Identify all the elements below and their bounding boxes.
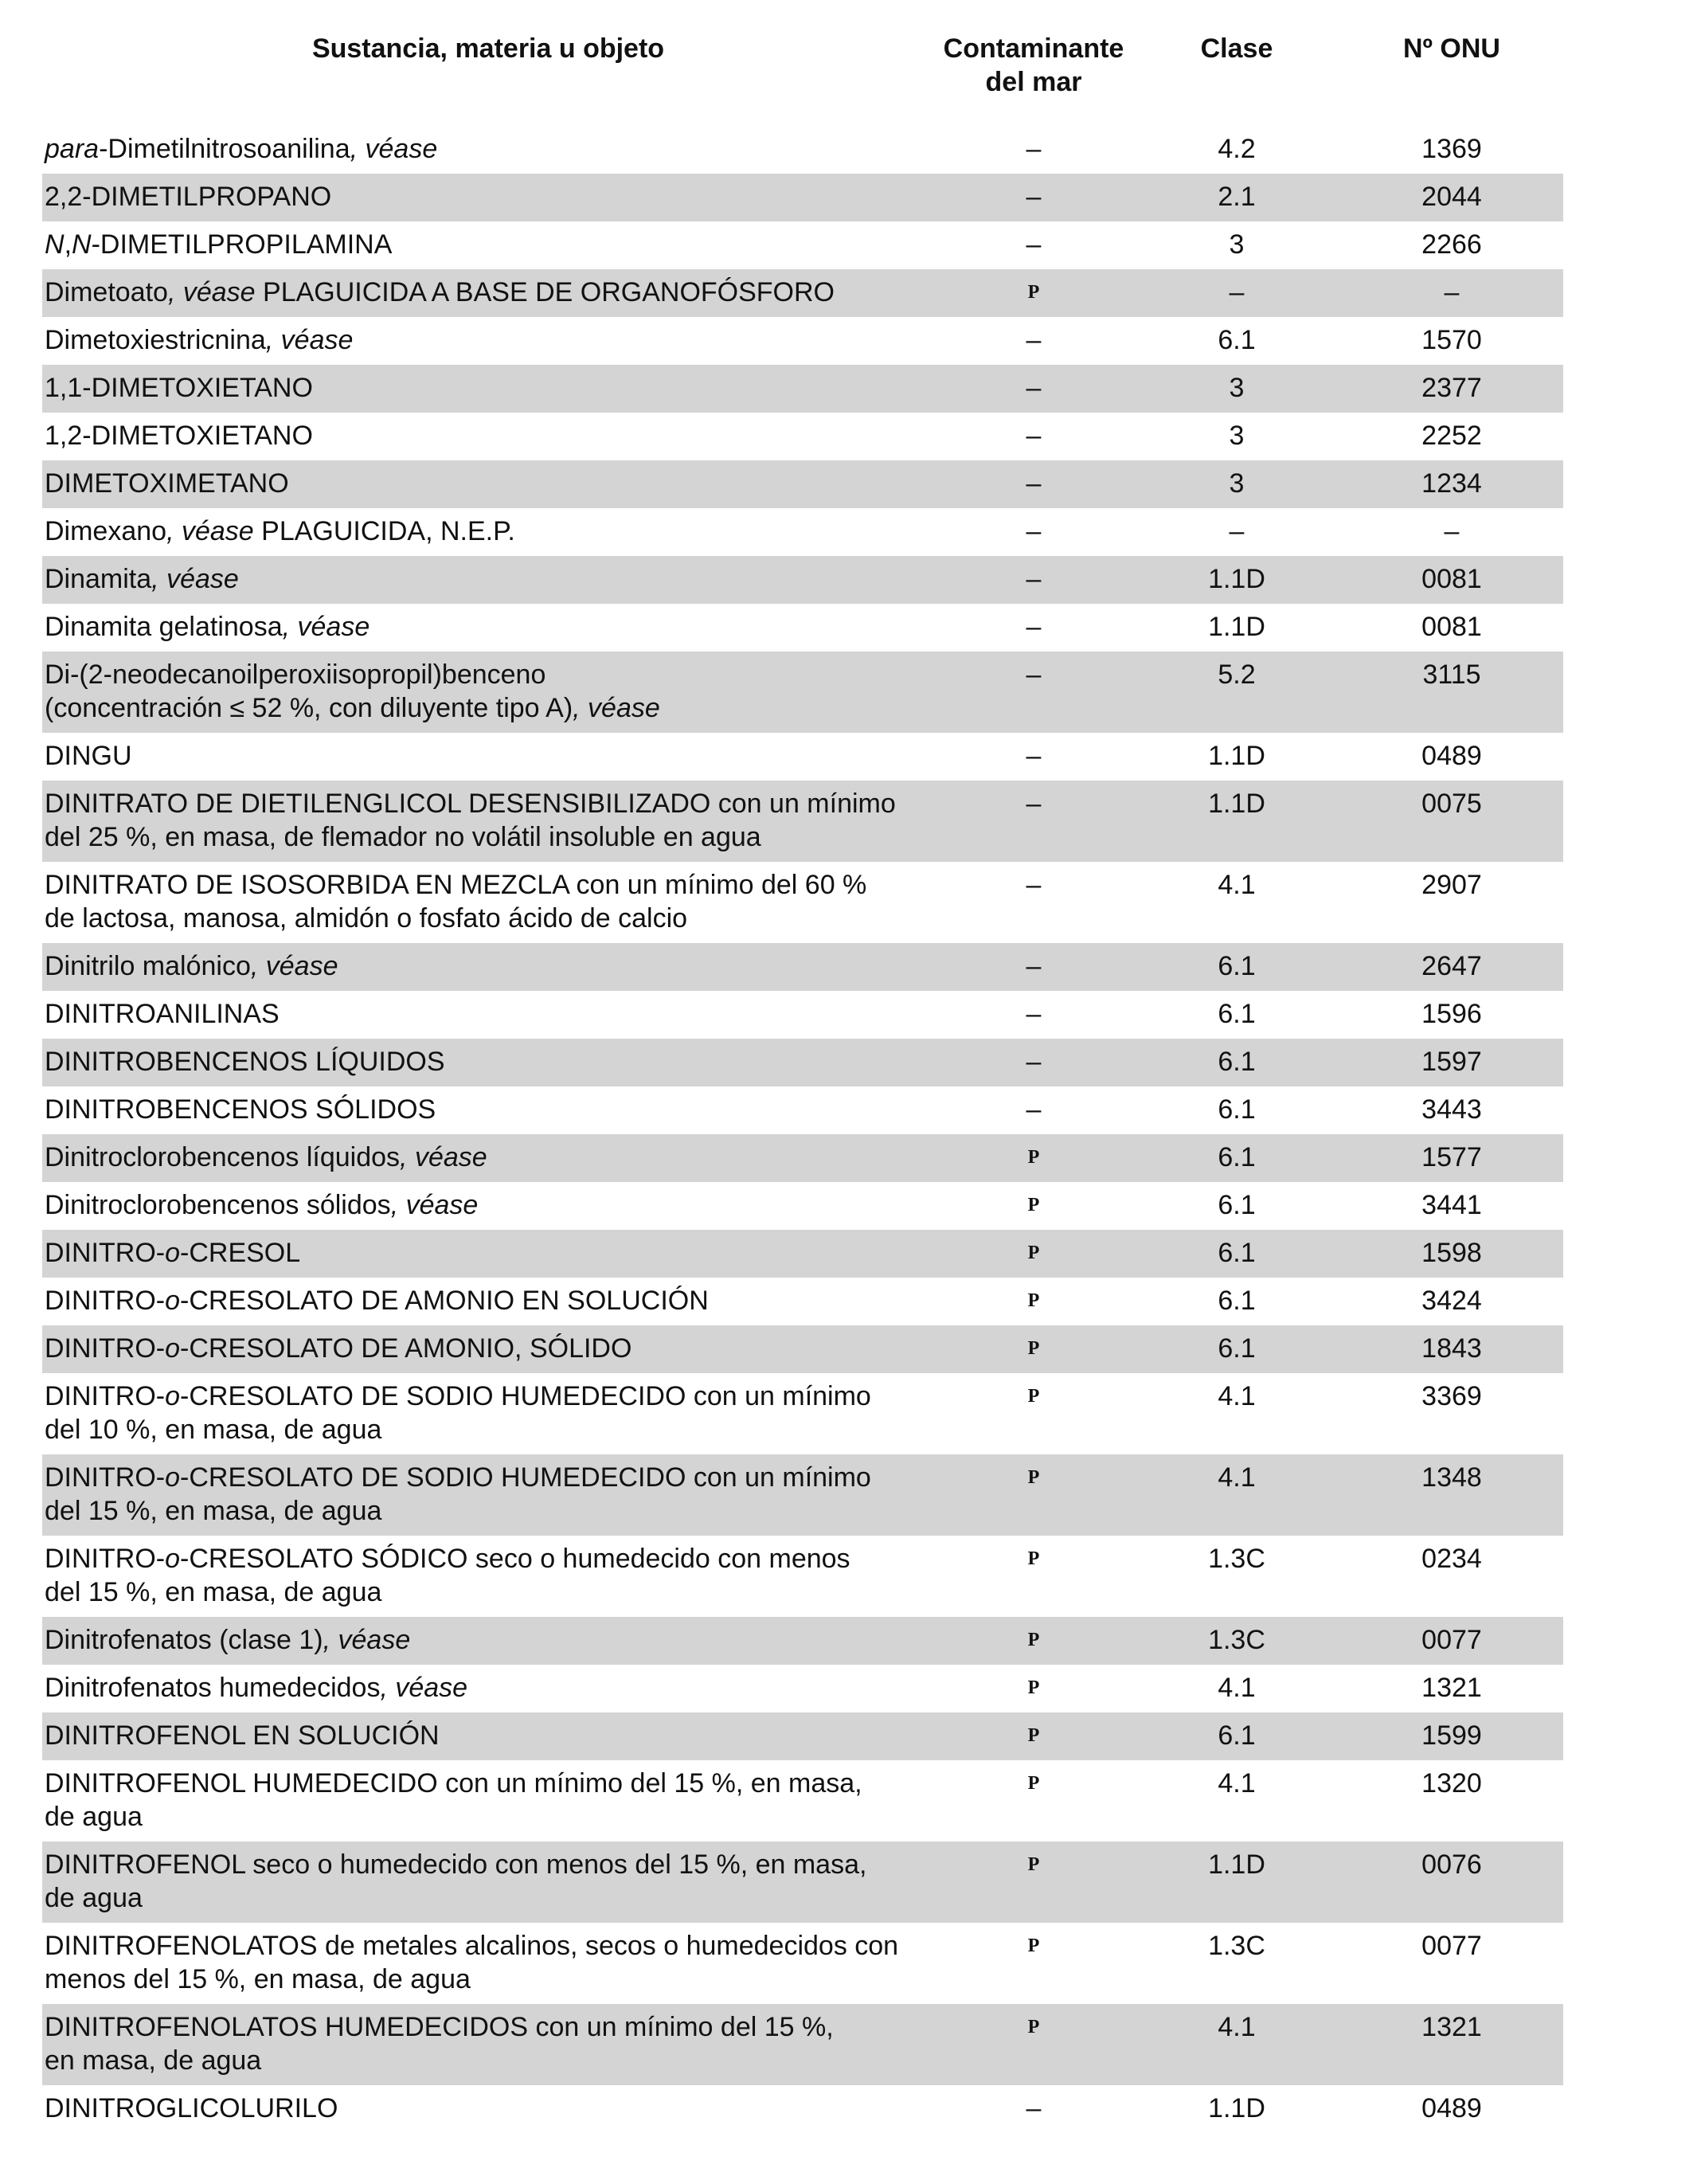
italic-text: o <box>165 1381 181 1411</box>
cell-marine-pollutant <box>934 515 1133 548</box>
table-row <box>42 126 1563 174</box>
cell-marine-pollutant <box>934 1236 1133 1270</box>
cell-un-number: 1321 <box>1421 2012 1482 2042</box>
cell-substance <box>42 1045 934 1078</box>
dash: – <box>1026 516 1042 546</box>
substance-text: DINITRO- <box>45 1462 166 1493</box>
table-row <box>42 1712 1563 1760</box>
cell-marine-pollutant <box>934 228 1133 261</box>
substance-text: DINITRO- <box>45 1381 166 1411</box>
italic-text: , véase <box>400 1142 487 1172</box>
italic-text: o <box>165 1462 181 1493</box>
substance-text: DINITROBENCENOS LÍQUIDOS <box>45 1047 445 1077</box>
marine-pollutant-mark: P <box>1027 1467 1040 1488</box>
substance-text: Dimetoato <box>45 277 168 307</box>
substance-text: Di-(2-neodecanoilperoxiisopropil)benceno (concentración ≤ 52 %, con diluyente tipo A) <box>45 660 573 723</box>
table-row <box>42 1182 1563 1230</box>
cell-class: 1.1D <box>1208 564 1265 594</box>
table-row <box>42 556 1563 604</box>
cell-substance <box>42 1188 934 1222</box>
marine-pollutant-mark: P <box>1027 1147 1040 1168</box>
dash: – <box>1026 564 1042 594</box>
table-row <box>42 317 1563 365</box>
italic-text: o <box>165 1238 181 1268</box>
cell-marine-pollutant <box>934 467 1133 500</box>
cell-marine-pollutant <box>934 1929 1133 1996</box>
cell-un-number: 1598 <box>1421 1238 1482 1268</box>
table-row <box>42 604 1563 652</box>
substance-text: Dinitrilo malónico <box>45 951 251 981</box>
cell-marine-pollutant <box>934 739 1133 773</box>
cell-class: 6.1 <box>1218 1142 1256 1172</box>
cell-marine-pollutant <box>934 1045 1133 1078</box>
cell-un-number: 0077 <box>1421 1625 1482 1655</box>
substance-text: -CRESOLATO DE AMONIO EN SOLUCIÓN <box>180 1286 709 1316</box>
cell-class: 1.1D <box>1208 789 1265 819</box>
dash: – <box>1026 1094 1042 1125</box>
table-row <box>42 2085 1563 2133</box>
cell-marine-pollutant <box>934 1767 1133 1834</box>
substance-text: DINITROFENOL HUMEDECIDO con un mínimo del 15 %, en masa, de agua <box>45 1768 862 1832</box>
substance-text: DINGU <box>45 741 132 771</box>
table-row <box>42 1086 1563 1134</box>
cell-un-number: 0075 <box>1421 789 1482 819</box>
substance-text: DINITRO- <box>45 1544 166 1574</box>
table-row <box>42 1923 1563 2004</box>
cell-substance <box>42 1332 934 1365</box>
cell-marine-pollutant <box>934 868 1133 935</box>
cell-class: 3 <box>1229 229 1245 260</box>
cell-marine-pollutant <box>934 1719 1133 1752</box>
substance-text: Dimexano <box>45 516 167 546</box>
header-marine-pollutant: Contaminante del mar <box>943 33 1124 97</box>
table-row <box>42 1230 1563 1278</box>
cell-class: 3 <box>1229 373 1245 403</box>
substance-text: DINITRO- <box>45 1286 166 1316</box>
cell-substance <box>42 1380 934 1446</box>
cell-un-number: 1599 <box>1421 1720 1482 1751</box>
cell-substance <box>42 276 934 309</box>
cell-substance <box>42 1623 934 1657</box>
marine-pollutant-mark: P <box>1027 1773 1040 1794</box>
cell-un-number: 0077 <box>1421 1931 1482 1961</box>
cell-substance <box>42 1141 934 1174</box>
dash: – <box>1026 999 1042 1029</box>
substance-text: PLAGUICIDA, N.E.P. <box>253 516 515 546</box>
italic-text: , véase <box>282 612 370 642</box>
marine-pollutant-mark: P <box>1027 1725 1040 1746</box>
table-row <box>42 365 1563 413</box>
italic-text: , véase <box>350 134 438 164</box>
table-row <box>42 269 1563 317</box>
table-row <box>42 1325 1563 1373</box>
cell-un-number: – <box>1444 516 1460 546</box>
cell-substance <box>42 1671 934 1705</box>
cell-un-number: 3443 <box>1421 1094 1482 1125</box>
substance-text: DINITRATO DE ISOSORBIDA EN MEZCLA con un mínimo del 60 % de lactosa, manosa, almidón o fosfato ácido de calcio <box>45 870 867 933</box>
italic-text: , véase <box>573 693 660 723</box>
cell-marine-pollutant <box>934 276 1133 309</box>
italic-text: , véase <box>323 1625 411 1655</box>
table-row <box>42 1134 1563 1182</box>
substance-text: , <box>64 229 72 260</box>
marine-pollutant-mark: P <box>1027 282 1040 303</box>
dash: – <box>1026 325 1042 355</box>
cell-substance <box>42 997 934 1031</box>
cell-marine-pollutant <box>934 949 1133 983</box>
cell-un-number: 0081 <box>1421 612 1482 642</box>
cell-marine-pollutant <box>934 997 1133 1031</box>
substance-text: DINITROFENOL EN SOLUCIÓN <box>45 1720 440 1751</box>
substance-text: Dimetoxiestricnina <box>45 325 266 355</box>
dash: – <box>1026 182 1042 212</box>
dash: – <box>1026 229 1042 260</box>
cell-marine-pollutant <box>934 323 1133 357</box>
italic-text: o <box>165 1544 181 1574</box>
cell-marine-pollutant <box>934 1380 1133 1446</box>
cell-marine-pollutant <box>934 371 1133 405</box>
cell-substance <box>42 371 934 405</box>
cell-marine-pollutant <box>934 1542 1133 1609</box>
substance-text: DINITROFENOL seco o humedecido con menos del 15 %, en masa, de agua <box>45 1849 867 1913</box>
cell-class: 1.1D <box>1208 612 1265 642</box>
header-class: Clase <box>1200 33 1273 64</box>
cell-substance <box>42 228 934 261</box>
cell-substance <box>42 1542 934 1609</box>
cell-substance <box>42 1719 934 1752</box>
table-row <box>42 413 1563 460</box>
marine-pollutant-mark: P <box>1027 1854 1040 1875</box>
dash: – <box>1026 789 1042 819</box>
substance-text: 1,2-DIMETOXIETANO <box>45 421 313 451</box>
cell-substance <box>42 739 934 773</box>
substance-text: -Dimetilnitrosoanilina <box>99 134 350 164</box>
cell-marine-pollutant <box>934 610 1133 644</box>
cell-class: 6.1 <box>1218 1190 1256 1220</box>
substance-text: 1,1-DIMETOXIETANO <box>45 373 313 403</box>
cell-un-number: 0489 <box>1421 741 1482 771</box>
cell-un-number: 1321 <box>1421 1673 1482 1703</box>
cell-un-number: 2252 <box>1421 421 1482 451</box>
cell-un-number: 3369 <box>1421 1381 1482 1411</box>
cell-class: 1.1D <box>1208 1849 1265 1880</box>
cell-marine-pollutant <box>934 180 1133 213</box>
cell-un-number: 0489 <box>1421 2093 1482 2123</box>
substance-text: DINITROFENOLATOS de metales alcalinos, secos o humedecidos con menos del 15 %, en masa, de agua <box>45 1931 899 1994</box>
table-row <box>42 460 1563 508</box>
table-row <box>42 508 1563 556</box>
cell-substance <box>42 868 934 935</box>
dash: – <box>1026 951 1042 981</box>
substance-text: -CRESOLATO SÓDICO seco o humedecido con menos del 15 %, en masa, de agua <box>45 1544 850 1607</box>
marine-pollutant-mark: P <box>1027 2017 1040 2037</box>
cell-class: 1.3C <box>1208 1931 1265 1961</box>
substance-text: DINITRATO DE DIETILENGLICOL DESENSIBILIZADO con un mínimo del 25 %, en masa, de flemador no volátil insoluble en agua <box>45 789 896 852</box>
cell-class: 4.1 <box>1218 1768 1256 1798</box>
cell-class: 6.1 <box>1218 1238 1256 1268</box>
table-row <box>42 1454 1563 1536</box>
table-row <box>42 1373 1563 1454</box>
cell-class: 6.1 <box>1218 1333 1256 1364</box>
italic-text: para <box>45 134 100 164</box>
cell-class: 4.1 <box>1218 870 1256 900</box>
substance-text: 2,2-DIMETILPROPANO <box>45 182 332 212</box>
cell-substance <box>42 658 934 725</box>
italic-text: o <box>165 1286 181 1316</box>
cell-marine-pollutant <box>934 1332 1133 1365</box>
cell-class: – <box>1229 516 1245 546</box>
marine-pollutant-mark: P <box>1027 1243 1040 1263</box>
dash: – <box>1026 468 1042 499</box>
cell-un-number: – <box>1444 277 1460 307</box>
cell-un-number: 1234 <box>1421 468 1482 499</box>
cell-un-number: 1320 <box>1421 1768 1482 1798</box>
cell-marine-pollutant <box>934 562 1133 596</box>
cell-marine-pollutant <box>934 2010 1133 2077</box>
cell-marine-pollutant <box>934 1141 1133 1174</box>
cell-un-number: 3115 <box>1422 660 1481 690</box>
cell-substance <box>42 180 934 213</box>
substance-text: DINITROBENCENOS SÓLIDOS <box>45 1094 436 1125</box>
cell-un-number: 1369 <box>1421 134 1482 164</box>
dash: – <box>1026 741 1042 771</box>
table-row <box>42 1842 1563 1923</box>
cell-substance <box>42 1093 934 1126</box>
italic-text: , véase <box>151 564 239 594</box>
substance-text: Dinamita gelatinosa <box>45 612 283 642</box>
cell-un-number: 2907 <box>1421 870 1482 900</box>
cell-substance <box>42 1284 934 1317</box>
table-row <box>42 1039 1563 1086</box>
table-row <box>42 862 1563 943</box>
substance-text: DINITROANILINAS <box>45 999 280 1029</box>
cell-class: 6.1 <box>1218 1094 1256 1125</box>
table-row <box>42 1665 1563 1712</box>
table-row <box>42 652 1563 733</box>
cell-substance <box>42 1929 934 1996</box>
table-row <box>42 2004 1563 2085</box>
cell-substance <box>42 1767 934 1834</box>
table-row <box>42 991 1563 1039</box>
table-row <box>42 1760 1563 1842</box>
marine-pollutant-mark: P <box>1027 1338 1040 1359</box>
substance-text: -CRESOL <box>180 1238 301 1268</box>
cell-substance <box>42 419 934 452</box>
italic-text: o <box>165 1333 181 1364</box>
header-un-number: Nº ONU <box>1403 33 1500 64</box>
cell-class: 1.3C <box>1208 1625 1265 1655</box>
cell-class: 1.1D <box>1208 741 1265 771</box>
table-row <box>42 1278 1563 1325</box>
cell-substance <box>42 2092 934 2125</box>
cell-class: 3 <box>1229 468 1245 499</box>
substance-text: DINITROFENOLATOS HUMEDECIDOS con un mínimo del 15 %, en masa, de agua <box>45 2012 834 2076</box>
substance-text: -CRESOLATO DE SODIO HUMEDECIDO con un mínimo del 15 %, en masa, de agua <box>45 1462 871 1526</box>
cell-marine-pollutant <box>934 1848 1133 1915</box>
substance-text: -DIMETILPROPILAMINA <box>91 229 393 260</box>
table-header <box>42 32 1563 126</box>
cell-substance <box>42 949 934 983</box>
cell-class: – <box>1229 277 1245 307</box>
dash: – <box>1026 660 1042 690</box>
italic-text: , véase <box>265 325 354 355</box>
cell-class: 4.1 <box>1218 2012 1256 2042</box>
table-body <box>42 126 1563 2133</box>
cell-substance <box>42 132 934 166</box>
table-row <box>42 733 1563 781</box>
marine-pollutant-mark: P <box>1027 1195 1040 1215</box>
italic-text: , véase <box>380 1673 468 1703</box>
cell-un-number: 2647 <box>1421 951 1482 981</box>
cell-substance <box>42 323 934 357</box>
substance-text: -CRESOLATO DE SODIO HUMEDECIDO con un mínimo del 10 %, en masa, de agua <box>45 1381 871 1445</box>
cell-marine-pollutant <box>934 1461 1133 1528</box>
substance-text: DINITRO- <box>45 1238 166 1268</box>
cell-un-number: 1843 <box>1421 1333 1482 1364</box>
italic-text: , véase <box>167 277 256 307</box>
marine-pollutant-mark: P <box>1027 1677 1040 1698</box>
cell-un-number: 0076 <box>1421 1849 1482 1880</box>
cell-class: 6.1 <box>1218 1286 1256 1316</box>
cell-un-number: 1570 <box>1421 325 1482 355</box>
dash: – <box>1026 421 1042 451</box>
marine-pollutant-mark: P <box>1027 1935 1040 1956</box>
cell-marine-pollutant <box>934 1188 1133 1222</box>
table-row <box>42 174 1563 221</box>
cell-un-number: 1597 <box>1421 1047 1482 1077</box>
cell-marine-pollutant <box>934 132 1133 166</box>
cell-substance <box>42 562 934 596</box>
cell-class: 6.1 <box>1218 1720 1256 1751</box>
table-row <box>42 221 1563 269</box>
cell-marine-pollutant <box>934 1284 1133 1317</box>
table-row <box>42 1536 1563 1617</box>
cell-class: 4.1 <box>1218 1673 1256 1703</box>
cell-un-number: 1577 <box>1421 1142 1482 1172</box>
cell-class: 6.1 <box>1218 951 1256 981</box>
cell-class: 4.1 <box>1218 1462 1256 1493</box>
cell-substance <box>42 515 934 548</box>
cell-un-number: 0081 <box>1421 564 1482 594</box>
cell-substance <box>42 610 934 644</box>
cell-marine-pollutant <box>934 1623 1133 1657</box>
cell-un-number: 3424 <box>1421 1286 1482 1316</box>
table-row <box>42 1617 1563 1665</box>
substance-text: DINITROGLICOLURILO <box>45 2093 338 2123</box>
substance-text: Dinitrofenatos (clase 1) <box>45 1625 323 1655</box>
cell-marine-pollutant <box>934 2092 1133 2125</box>
cell-class: 6.1 <box>1218 325 1256 355</box>
cell-substance <box>42 1461 934 1528</box>
table-row <box>42 943 1563 991</box>
cell-class: 5.2 <box>1218 660 1256 690</box>
marine-pollutant-mark: P <box>1027 1548 1040 1569</box>
italic-text: N <box>45 229 65 260</box>
substance-text: DIMETOXIMETANO <box>45 468 289 499</box>
marine-pollutant-mark: P <box>1027 1386 1040 1407</box>
cell-substance <box>42 1848 934 1915</box>
dash: – <box>1026 373 1042 403</box>
italic-text: N <box>72 229 92 260</box>
cell-substance <box>42 2010 934 2077</box>
italic-text: , véase <box>390 1190 479 1220</box>
header-substance: Sustancia, materia u objeto <box>311 33 665 64</box>
cell-marine-pollutant <box>934 1671 1133 1705</box>
substance-text: Dinamita <box>45 564 152 594</box>
cell-marine-pollutant <box>934 1093 1133 1126</box>
cell-un-number: 1348 <box>1421 1462 1482 1493</box>
table-row <box>42 781 1563 862</box>
substance-text: PLAGUICIDA A BASE DE ORGANOFÓSFORO <box>255 277 835 307</box>
dash: – <box>1026 870 1042 900</box>
cell-class: 4.1 <box>1218 1381 1256 1411</box>
italic-text: , véase <box>250 951 338 981</box>
cell-substance <box>42 787 934 854</box>
cell-un-number: 3441 <box>1421 1190 1482 1220</box>
cell-substance <box>42 467 934 500</box>
cell-class: 3 <box>1229 421 1245 451</box>
cell-class: 6.1 <box>1218 999 1256 1029</box>
cell-marine-pollutant <box>934 658 1133 725</box>
cell-class: 6.1 <box>1218 1047 1256 1077</box>
cell-marine-pollutant <box>934 787 1133 854</box>
cell-class: 1.1D <box>1208 2093 1265 2123</box>
dash: – <box>1026 2093 1042 2123</box>
substance-text: Dinitroclorobencenos sólidos <box>45 1190 391 1220</box>
dash: – <box>1026 134 1042 164</box>
cell-un-number: 1596 <box>1421 999 1482 1029</box>
cell-marine-pollutant <box>934 419 1133 452</box>
cell-substance <box>42 1236 934 1270</box>
cell-un-number: 0234 <box>1421 1544 1482 1574</box>
marine-pollutant-mark: P <box>1027 1630 1040 1650</box>
marine-pollutant-mark: P <box>1027 1290 1040 1311</box>
cell-class: 1.3C <box>1208 1544 1265 1574</box>
dangerous-goods-table <box>42 32 1563 2133</box>
dash: – <box>1026 612 1042 642</box>
substance-text: -CRESOLATO DE AMONIO, SÓLIDO <box>180 1333 632 1364</box>
cell-class: 2.1 <box>1218 182 1256 212</box>
dash: – <box>1026 1047 1042 1077</box>
substance-text: Dinitroclorobencenos líquidos <box>45 1142 401 1172</box>
cell-un-number: 2044 <box>1421 182 1482 212</box>
substance-text: Dinitrofenatos humedecidos <box>45 1673 381 1703</box>
cell-un-number: 2377 <box>1421 373 1482 403</box>
italic-text: , véase <box>166 516 254 546</box>
substance-text: DINITRO- <box>45 1333 166 1364</box>
cell-un-number: 2266 <box>1421 229 1482 260</box>
cell-class: 4.2 <box>1218 134 1256 164</box>
